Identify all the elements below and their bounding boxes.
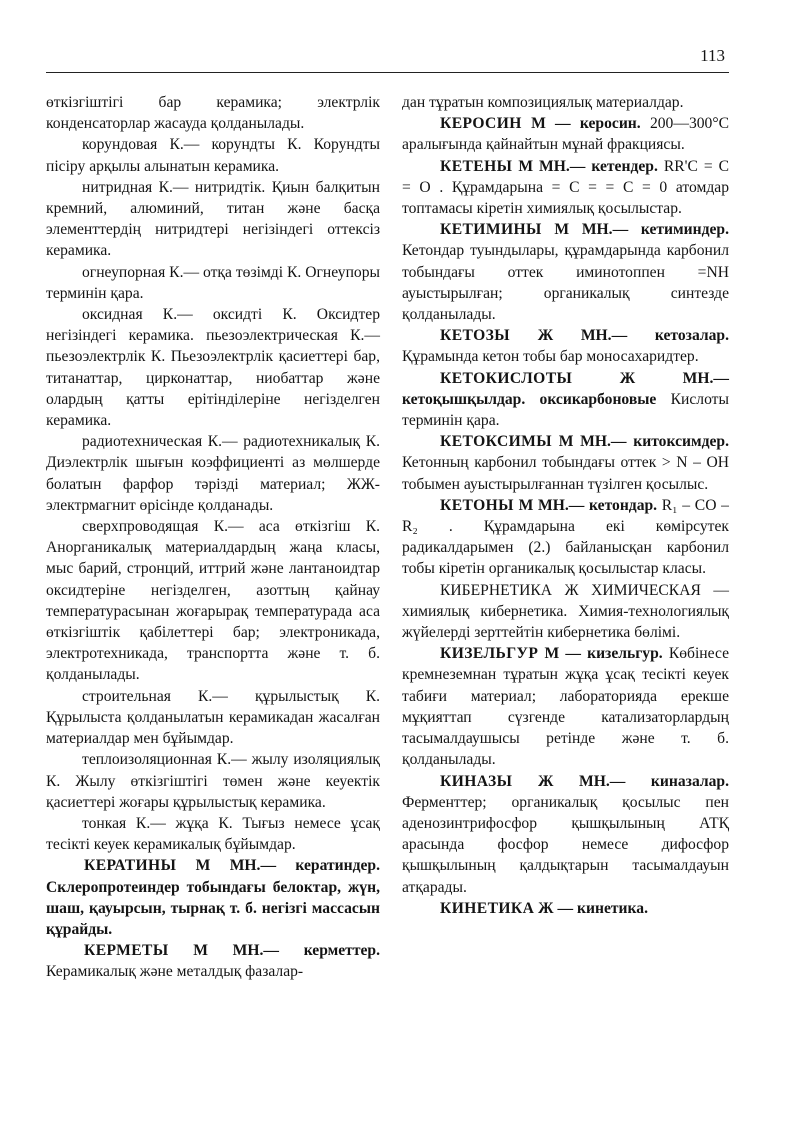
entry-definition: Кетонның карбонил тобындағы оттек > N – OH тобымен ауыстырылғаннан түзілген қосылыс. [402,454,729,493]
entry-headword: КЕТОНЫ [440,496,514,514]
entry-headword: КЕТЕНЫ [440,157,513,175]
entry-headword: КЕТОЗЫ [440,327,510,345]
entry-headword: КИНЕТИКА [440,899,535,917]
sub-entry: теплоизоляционная К.— жылу изоляциялық К. Жылу өткізгіштігі төмен және кеуектік қасиеттері жоғары құрылыстық керамика. [46,751,380,811]
entry-translation: керметтер. [303,942,380,960]
entry-grammar: М МН.— [518,157,586,175]
entry-translation: кизельгур. [587,645,663,663]
left-column [46,92,380,983]
entry-definition: Құрамында кетон тобы бар моносахаридтер. [402,348,699,366]
entry-translation: кетоқышқылдар. оксикарбоновые [402,390,657,408]
entry-definition: 200—300°С аралығында қайнайтын мұнай фракциясы. [402,115,729,154]
entry-definition: Көбінесе кремнеземнан тұратын жұқа ұсақ тесікті кеуек табиғи материал; лабораторияда ерекше мұқияттап сүзгенде катализаторлардың тасымалдаушысы ретінде және т. б. қолданылады. [402,645,729,769]
dictionary-entry: КИБЕРНЕТИКА Ж ХИМИЧЕСКАЯ — химиялық кибернетика. Химия-технологиялық жүйелерді зерттейтін кибернетика бөлімі. [402,581,729,642]
page-number: 113 [700,46,725,65]
dictionary-entry [402,495,729,580]
entry-grammar: М МН.— [193,942,279,960]
entry-translation: кетозалар. [654,327,729,345]
dictionary-entry [402,898,729,919]
entry-headword: КИЗЕЛЬГУР [440,645,539,663]
sub-entry: сверхпроводящая К.— аса өткізгіш К. Анорганикалық материалдардың жаңа класы, мыс барий, стронций, иттрий және лантаноидтар оксидтеріне негізделген, азоттың қайнау температурасынан жоғарырақ температурада аса өткізгіштік қабілеттері бар; электроникада, электротехникада, транспортта және т. б. қолданылады. [46,518,380,684]
entry-definition: R₁ – CO – R₂ . Құрамдарына екі көмірсутек радикалдарымен (2.) байланысқан карбонил тобы кіретін органикалық қосылыстар класы. [402,496,729,578]
entry-headword: КЕТОКСИМЫ [440,433,552,451]
entry-grammar: Ж МН.— [537,772,626,790]
entry-translation: кератиндер. Склеропротеиндер тобындағы белоктар, жүн, шаш, қауырсын, тырнақ т. б. негізгі массасын құрайды. [46,857,380,938]
sub-entry: нитридная К.— нитридтік. Қиын балқитын кремний, алюминий, титан және басқа элементтердің нитридтері негізіндегі оттексіз керамика. [46,178,380,260]
entry-definition: Керамикалық және металдық фазалар- [46,963,304,981]
entry-translation: кетендер. [591,157,658,175]
dictionary-entry [402,113,729,155]
dictionary-entry [402,368,729,432]
header-rule [46,72,729,73]
sub-entry: огнеупорная К.— отқа төзімді К. Огнеупоры терминін қара. [46,263,380,302]
entry-definition: Ферменттер; органикалық қосылыс пен аденозинтрифосфор қышқылының АТҚ арасында фосфор немесе дифосфор қышқылының қалдықтарын тасымалдауын атқарады. [402,793,729,896]
sub-entry: корундовая К.— корундты К. Корундты пісіру арқылы алынатын керамика. [46,136,380,175]
entry-definition: RR'C = C = O . Құрамдарына = C = = C = 0 атомдар топтамасы кіретін химиялық қосылыстар. [402,157,729,218]
dictionary-entry [402,431,729,495]
entry-grammar: Ж — [538,899,574,917]
sub-entry: тонкая К.— жұқа К. Тығыз немесе ұсақ тесікті кеуек керамикалық бұйымдар. [46,814,380,854]
entry-headword: КИНАЗЫ [440,772,513,790]
sub-entry: радиотехническая К.— радиотехникалық К. Диэлектрлік шығын коэффициенті аз мөлшерде болатын фарфор тәрізді материал; ЖЖ-электрмагнит өрісінде қолданады. [46,433,380,514]
dictionary-entry [46,940,380,982]
entry-translation: китоксимдер. [633,433,729,451]
entry-grammar: М — [544,645,581,663]
entry-grammar: М МН.— [518,496,585,514]
entry-translation: керосин. [579,115,641,133]
entry-grammar: М — [531,115,571,133]
entry-headword: КЕРОСИН [440,115,522,133]
entry-grammar: М МН.— [558,433,627,451]
dictionary-entry [402,325,729,367]
entry-headword: КЕТОКИСЛОТЫ [440,369,573,387]
entry-grammar: Ж МН.— [619,369,729,387]
continued-text: дан тұратын композициялық материалдар. [402,94,684,111]
entry-grammar: Ж МН.— [537,327,628,345]
sub-entry: оксидная К.— оксидті К. Оксидтер негізіндегі керамика. пьезоэлектрическая К.— пьезоэлектрлік К. Пьезоэлектрлік қасиеттері бар, титанаттар, цирконаттар, ниобаттар және олардың қатты ерітінділеріне негізделген керамика. [46,306,380,430]
entry-headword: КЕРМЕТЫ [84,942,169,960]
continued-text: өткізгіштігі бар керамика; электрлік конденсаторлар жасауда қолданылады. [46,94,380,133]
sub-entry: строительная К.— құрылыстық К. Құрылыста қолданылатын керамикадан жасалған материалдар мен бұйымдар. [46,687,380,748]
entry-translation: кетиминдер. [640,221,729,239]
entry-definition: Кислоты терминін қара. [402,390,729,430]
dictionary-entry [402,771,729,898]
right-column [402,92,729,919]
entry-headword: КЕРАТИНЫ [84,857,177,875]
dictionary-entry [402,643,729,770]
entry-definition: Кетондар туындылары, құрамдарында карбонил тобындағы оттек иминотоппен =NH ауыстырылған; органикалық синтезде қолданылады. [402,242,729,324]
entry-translation: кетондар. [589,496,658,514]
entry-translation: кинетика. [577,899,648,917]
entry-grammar: М МН.— [554,221,629,239]
entry-grammar: М МН.— [195,857,277,875]
dictionary-entry [402,219,729,325]
entry-translation: киназалар. [650,772,729,790]
dictionary-entry [402,156,729,220]
entry-headword: КЕТИМИНЫ [440,221,542,239]
dictionary-entry [46,855,380,940]
